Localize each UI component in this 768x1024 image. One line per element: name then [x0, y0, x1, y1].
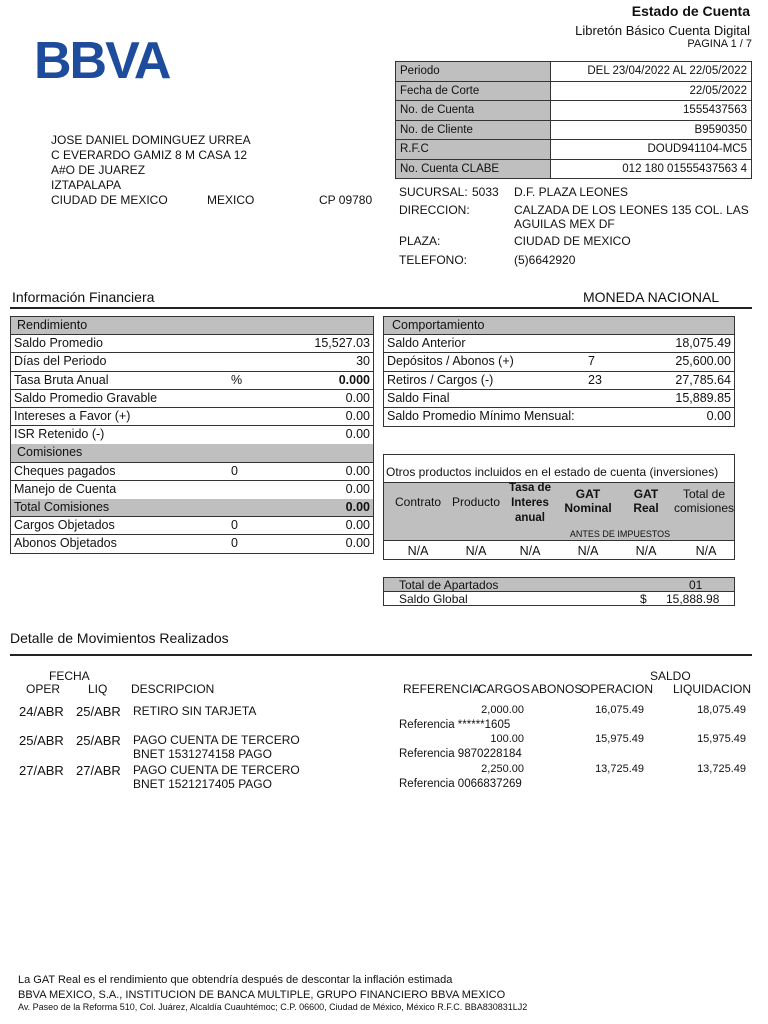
- row-count: 23: [588, 372, 602, 387]
- movement-reference: Referencia ******1605: [399, 719, 511, 731]
- comportamiento-header: [384, 317, 734, 335]
- saldo-global-label: Saldo Global: [399, 592, 468, 606]
- rendimiento-header-label: Rendimiento: [17, 318, 88, 332]
- otros-value: N/A: [635, 544, 657, 558]
- row-value: 0.00: [345, 427, 370, 442]
- row-count: 0: [231, 463, 238, 478]
- telefono-label: TELEFONO:: [399, 253, 468, 267]
- account-row: [396, 140, 752, 160]
- row-value: 0.00: [345, 481, 370, 496]
- info-row: [384, 372, 734, 390]
- account-value: DEL 23/04/2022 AL 22/05/2022: [551, 62, 752, 82]
- row-value: 25,600.00: [675, 354, 731, 369]
- product-name: Libretón Básico Cuenta Digital: [575, 23, 750, 38]
- client-cp: CP 09780: [319, 193, 373, 207]
- account-label: R.F.C: [396, 140, 551, 160]
- row-label: Manejo de Cuenta: [14, 481, 117, 496]
- account-label: No. de Cuenta: [396, 101, 551, 121]
- movements-divider: [10, 654, 752, 656]
- row-value: 15,527.03: [314, 336, 370, 351]
- info-row: [11, 481, 373, 499]
- row-value: 0.00: [345, 390, 370, 405]
- row-label: Cargos Objetados: [14, 518, 115, 533]
- row-value: 27,785.64: [675, 372, 731, 387]
- row-count: 0: [231, 518, 238, 533]
- col-gat-real: GAT Real: [633, 487, 659, 515]
- movement-reference: Referencia 9870228184: [399, 748, 522, 760]
- page-title: Estado de Cuenta: [631, 3, 750, 19]
- financial-info-title: Información Financiera: [12, 289, 155, 305]
- movement-saldo-operacion: 13,725.49: [595, 763, 644, 775]
- row-label: Cheques pagados: [14, 463, 116, 478]
- account-label: Fecha de Corte: [396, 81, 551, 101]
- account-row: [396, 120, 752, 140]
- apartados-label: Total de Apartados: [399, 578, 499, 592]
- account-label: Periodo: [396, 62, 551, 82]
- movement-saldo-operacion: 15,975.49: [595, 733, 644, 745]
- account-row: [396, 159, 752, 179]
- info-row: [11, 390, 373, 408]
- info-row: [384, 408, 734, 426]
- info-row: [11, 517, 373, 535]
- row-label: Días del Periodo: [14, 354, 107, 369]
- row-label: Abonos Objetados: [14, 536, 117, 551]
- movement-description: RETIRO SIN TARJETA: [133, 704, 257, 718]
- saldo-global-value: 15,888.98: [666, 592, 720, 606]
- movement-description: PAGO CUENTA DE TERCERO: [133, 733, 300, 747]
- movement-oper-date: 27/ABR: [19, 763, 64, 778]
- rendimiento-header: [11, 317, 373, 335]
- col-tasa: Tasa de Interes anual: [509, 482, 551, 524]
- otros-title: Otros productos incluidos en el estado de cuenta (inversiones): [386, 465, 719, 479]
- row-label: Intereses a Favor (+): [14, 408, 131, 423]
- movement-cargos: 100.00: [490, 733, 524, 745]
- client-city: CIUDAD DE MEXICO: [51, 193, 168, 207]
- footer-gat-note: La GAT Real es el rendimiento que obtendría después de descontar la inflación estimada: [18, 974, 453, 986]
- col-operacion: OPERACION: [581, 682, 654, 696]
- movement-description-2: BNET 1531274158 PAGO: [133, 747, 272, 761]
- movement-saldo-operacion: 16,075.49: [595, 704, 644, 716]
- direccion-line-2: AGUILAS MEX DF: [514, 217, 615, 231]
- row-value: 30: [356, 354, 370, 369]
- info-row: [384, 353, 734, 371]
- info-row: [11, 408, 373, 426]
- direccion-line-1: CALZADA DE LOS LEONES 135 COL. LAS: [514, 203, 749, 217]
- col-saldo: SALDO: [650, 669, 691, 683]
- direccion-label: DIRECCION:: [399, 203, 470, 217]
- account-value: B9590350: [551, 120, 752, 140]
- currency-label: MONEDA NACIONAL: [583, 289, 720, 305]
- row-value: 15,889.85: [675, 390, 731, 405]
- row-value: 0.00: [345, 536, 370, 551]
- footer-address: Av. Paseo de la Reforma 510, Col. Juárez, Alcaldía Cuauhtémoc; C.P. 06600, Ciudad de México, México R.F.C. BBA830831LJ2: [18, 1002, 528, 1012]
- row-value: 0.00: [345, 463, 370, 478]
- account-value: 012 180 01555437563 4: [551, 159, 752, 179]
- movement-description-2: BNET 1521217405 PAGO: [133, 777, 272, 791]
- movement-saldo-liquidacion: 18,075.49: [697, 704, 746, 716]
- row-count: 7: [588, 354, 595, 369]
- client-name: JOSE DANIEL DOMINGUEZ URREA: [51, 133, 251, 147]
- account-value: 1555437563: [551, 101, 752, 121]
- col-contrato: Contrato: [394, 495, 442, 509]
- total-comisiones-value: 0.00: [345, 499, 370, 514]
- row-value: 0.00: [706, 408, 731, 423]
- rendimiento-box: [10, 316, 374, 554]
- client-address-1: C EVERARDO GAMIZ 8 M CASA 12: [51, 148, 248, 162]
- comisiones-header-label: Comisiones: [17, 445, 83, 460]
- account-value: DOUD941104-MC5: [551, 140, 752, 160]
- account-label: No. Cuenta CLABE: [396, 159, 551, 179]
- otros-value: N/A: [407, 544, 429, 558]
- telefono-value: (5)6642920: [514, 253, 576, 267]
- row-label: Saldo Anterior: [387, 336, 466, 351]
- col-gat-nominal: GAT Nominal: [564, 487, 612, 515]
- comportamiento-box: [383, 316, 735, 427]
- col-total-comisiones: Total de comisiones: [673, 487, 735, 515]
- saldo-global-currency: $: [640, 592, 647, 606]
- row-count: 0: [231, 536, 238, 551]
- account-info-table: [395, 61, 752, 179]
- row-label: Tasa Bruta Anual: [14, 372, 109, 387]
- account-label: No. de Cliente: [396, 120, 551, 140]
- plaza-value: CIUDAD DE MEXICO: [514, 234, 631, 248]
- antes-de-impuestos: ANTES DE IMPUESTOS: [569, 529, 671, 539]
- logo-text: BBVA: [34, 34, 170, 82]
- bbva-logo: [34, 34, 174, 87]
- total-comisiones-label: Total Comisiones: [14, 499, 110, 514]
- total-comisiones-row: [11, 499, 373, 517]
- row-label: Retiros / Cargos (-): [387, 372, 494, 387]
- sucursal-number: 5033: [472, 185, 499, 199]
- col-producto: Producto: [451, 495, 501, 509]
- row-label: Saldo Final: [387, 390, 450, 405]
- movement-reference: Referencia 0066837269: [399, 778, 522, 790]
- row-label: Saldo Promedio: [14, 336, 103, 351]
- movement-description: PAGO CUENTA DE TERCERO: [133, 763, 300, 777]
- account-row: [396, 62, 752, 82]
- footer-bank-name: BBVA MEXICO, S.A., INSTITUCION DE BANCA MULTIPLE, GRUPO FINANCIERO BBVA MEXICO: [18, 989, 506, 1001]
- comportamiento-header-label: Comportamiento: [392, 318, 485, 332]
- info-row: [384, 390, 734, 408]
- info-row: [11, 535, 373, 553]
- movement-liq-date: 27/ABR: [76, 763, 121, 778]
- row-value: 18,075.49: [675, 336, 731, 351]
- col-cargos: CARGOS: [478, 682, 531, 696]
- row-label: Saldo Promedio Gravable: [14, 390, 158, 405]
- col-liq: LIQ: [88, 682, 108, 696]
- sucursal-name: D.F. PLAZA LEONES: [514, 185, 629, 199]
- account-value: 22/05/2022: [551, 81, 752, 101]
- movements-title: Detalle de Movimientos Realizados: [10, 630, 229, 646]
- movement-cargos: 2,250.00: [481, 763, 524, 775]
- apartados-box: [383, 577, 735, 606]
- info-row: [11, 353, 373, 371]
- row-value: 0.00: [345, 518, 370, 533]
- info-row: [11, 335, 373, 353]
- plaza-label: PLAZA:: [399, 234, 441, 248]
- movement-oper-date: 24/ABR: [19, 704, 64, 719]
- apartados-value: 01: [689, 578, 703, 592]
- info-row: [11, 372, 373, 390]
- row-value: 0.00: [345, 408, 370, 423]
- account-row: [396, 81, 752, 101]
- col-fecha: FECHA: [49, 669, 90, 683]
- movement-liq-date: 25/ABR: [76, 733, 121, 748]
- col-referencia: REFERENCIA: [403, 682, 481, 696]
- movement-liq-date: 25/ABR: [76, 704, 121, 719]
- info-row: [11, 426, 373, 444]
- info-row: [11, 463, 373, 481]
- client-address-3: IZTAPALAPA: [51, 178, 122, 192]
- col-descripcion: DESCRIPCION: [131, 682, 215, 696]
- movement-oper-date: 25/ABR: [19, 733, 64, 748]
- col-oper: OPER: [26, 682, 61, 696]
- movement-saldo-liquidacion: 15,975.49: [697, 733, 746, 745]
- row-label: ISR Retenido (-): [14, 427, 105, 442]
- page-number: PAGINA 1 / 7: [687, 38, 752, 50]
- row-value: 0.000: [338, 372, 370, 387]
- section-divider: [10, 307, 752, 309]
- col-abonos: ABONOS: [531, 682, 583, 696]
- otros-value: N/A: [577, 544, 599, 558]
- otros-value: N/A: [519, 544, 541, 558]
- comisiones-header: [11, 444, 373, 462]
- movement-cargos: 2,000.00: [481, 704, 524, 716]
- otros-value: N/A: [695, 544, 717, 558]
- otros-productos-box: [383, 454, 735, 560]
- col-liquidacion: LIQUIDACION: [673, 682, 752, 696]
- row-count: %: [231, 372, 243, 387]
- account-row: [396, 101, 752, 121]
- info-row: [384, 335, 734, 353]
- otros-value: N/A: [465, 544, 487, 558]
- client-address-2: A#O DE JUAREZ: [51, 163, 146, 177]
- movement-saldo-liquidacion: 13,725.49: [697, 763, 746, 775]
- client-state: MEXICO: [207, 193, 255, 207]
- row-label: Depósitos / Abonos (+): [387, 354, 514, 369]
- sucursal-label: SUCURSAL:: [399, 185, 468, 199]
- row-label: Saldo Promedio Mínimo Mensual:: [387, 408, 575, 423]
